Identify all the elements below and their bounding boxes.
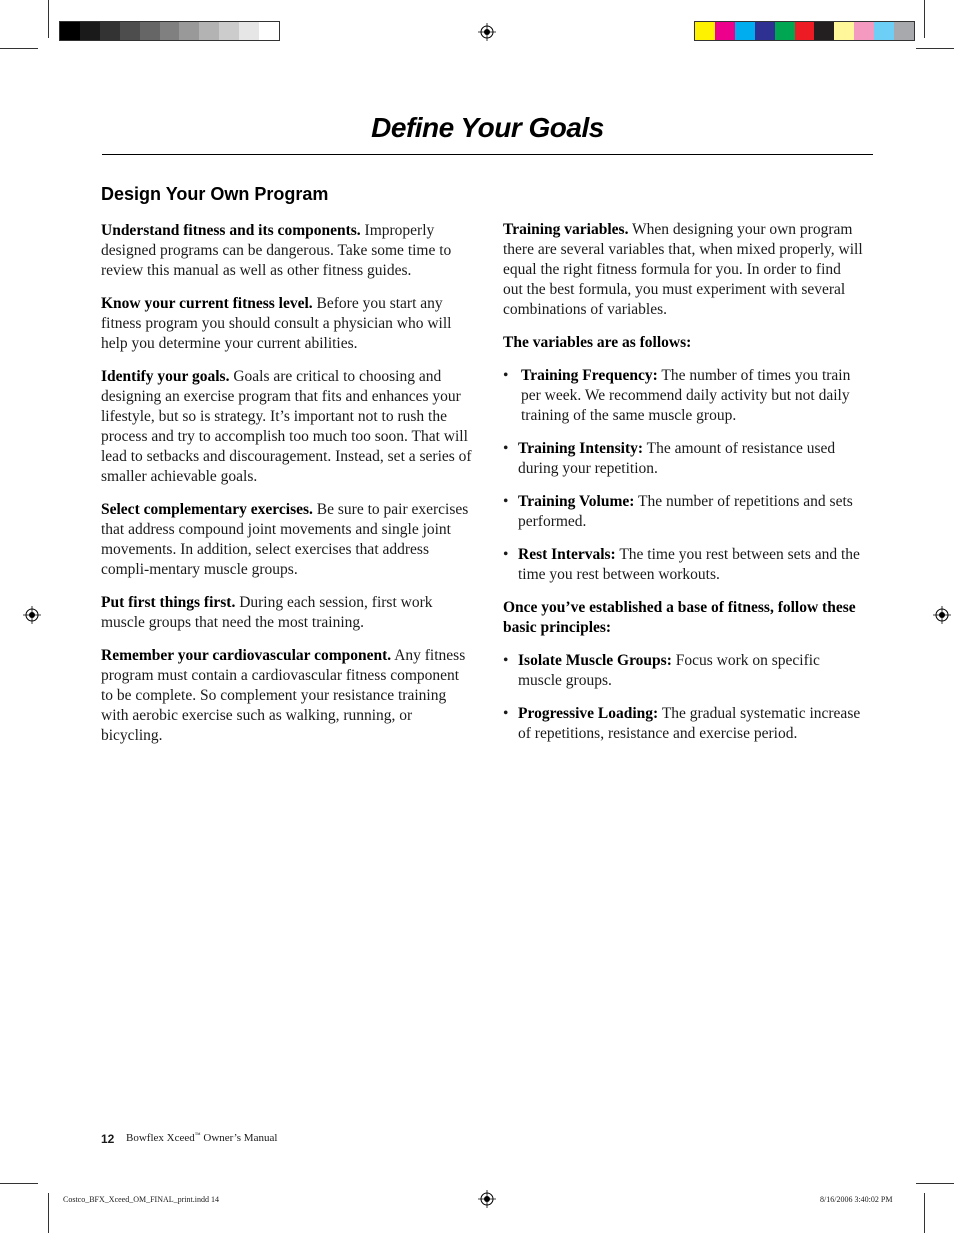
paragraph-lead: Put first things first. (101, 594, 236, 611)
list-item-lead: Training Volume: (518, 493, 635, 510)
bullet-icon: • (503, 493, 509, 510)
color-swatch (894, 22, 914, 40)
color-swatch (735, 22, 755, 40)
color-swatch (199, 22, 219, 40)
list-item (503, 366, 863, 426)
bullet-icon: • (503, 546, 509, 563)
paragraph-lead: Select complementary exercises. (101, 501, 313, 518)
grayscale-bar (59, 21, 280, 41)
color-swatch (715, 22, 735, 40)
color-swatch (100, 22, 120, 40)
paragraph-text: Be sure to pair exercises that address compound joint movements and single joint movements. In addition, select exercises that address compli-mentary muscle groups. (101, 501, 469, 578)
crop-mark (0, 48, 38, 49)
color-swatch (695, 22, 715, 40)
principles-heading-text: Once you’ve established a base of fitness, follow these basic principles: (503, 599, 856, 636)
crop-mark (48, 0, 49, 38)
color-swatch (834, 22, 854, 40)
color-swatch (60, 22, 80, 40)
trademark-symbol: ™ (194, 1132, 201, 1139)
registration-mark-icon (933, 606, 951, 624)
paragraph (101, 221, 473, 281)
bullet-icon: • (503, 367, 509, 384)
color-swatch (795, 22, 815, 40)
list-item-text: The time you rest between sets and the time you rest between workouts. (518, 546, 860, 583)
list-item-lead: Training Frequency: (521, 367, 658, 384)
color-swatch (160, 22, 180, 40)
color-swatch (775, 22, 795, 40)
list-item (503, 651, 863, 691)
list-item (503, 492, 863, 532)
paragraph-lead: Training variables. (503, 221, 629, 238)
list-item-lead: Isolate Muscle Groups: (518, 652, 672, 669)
principles-heading (503, 598, 863, 638)
color-swatch (219, 22, 239, 40)
crop-mark (916, 1183, 954, 1184)
paragraph-lead: Know your current fitness level. (101, 295, 313, 312)
list-item-text: Focus work on specific muscle groups. (518, 652, 820, 689)
paragraph (101, 367, 473, 487)
list-item-lead: Progressive Loading: (518, 705, 659, 722)
right-column (503, 220, 863, 757)
list-item (503, 545, 863, 585)
bullet-icon: • (503, 652, 509, 669)
paragraph-text: Goals are critical to choosing and designing an exercise program that fits and enhances your lifestyle, but so is strategy. It’s important not to rush the process and try to accomplish too much too soon. That will lead to setbacks and discouragement. Instead, set a series of smaller achievable goals. (101, 368, 472, 485)
crop-mark (916, 48, 954, 49)
color-swatch (814, 22, 834, 40)
list-item (503, 439, 863, 479)
registration-mark-icon (478, 1190, 496, 1208)
paragraph (101, 646, 473, 746)
page-title: Define Your Goals (371, 112, 604, 143)
paragraph (503, 220, 863, 320)
list-item-text: The number of repetitions and sets performed. (518, 493, 853, 530)
manual-title-name: Bowflex Xceed (126, 1132, 195, 1144)
paragraph-lead: Understand fitness and its components. (101, 222, 361, 239)
bullet-icon: • (503, 440, 509, 457)
color-swatch (120, 22, 140, 40)
slug-filename: Costco_BFX_Xceed_OM_FINAL_print.indd 14 (63, 1195, 219, 1204)
paragraph (101, 294, 473, 354)
registration-mark-icon (23, 606, 41, 624)
paragraph-text: During each session, first work muscle groups that need the most training. (101, 594, 433, 631)
color-swatch (854, 22, 874, 40)
color-swatch (179, 22, 199, 40)
bullet-icon: • (503, 705, 509, 722)
manual-title-suffix: Owner’s Manual (200, 1132, 278, 1144)
color-swatch (755, 22, 775, 40)
left-column (101, 221, 473, 759)
page-number: 12 (101, 1132, 115, 1146)
paragraph-text: When designing your own program there are several variables that, when mixed properly, will equal the right fitness formula for you. In order to find out the best formula, you must experiment with several combinations of variables. (503, 221, 863, 318)
variables-heading-text: The variables are as follows: (503, 334, 692, 351)
slug-timestamp: 8/16/2006 3:40:02 PM (820, 1195, 893, 1204)
color-swatch (80, 22, 100, 40)
list-item (503, 704, 863, 744)
paragraph-text: Improperly designed programs can be dangerous. Take some time to review this manual as well as other fitness guides. (101, 222, 452, 279)
manual-title (126, 1132, 277, 1144)
list-item-lead: Training Intensity: (518, 440, 644, 457)
crop-mark (0, 1183, 38, 1184)
variables-heading (503, 333, 863, 353)
crop-mark (924, 0, 925, 38)
color-swatch (874, 22, 894, 40)
list-item-text: The gradual systematic increase of repetitions, resistance and exercise period. (518, 705, 861, 742)
registration-mark-icon (478, 23, 496, 41)
paragraph-lead: Remember your cardiovascular component. (101, 647, 392, 664)
crop-mark (924, 1193, 925, 1233)
paragraph-lead: Identify your goals. (101, 368, 230, 385)
list-item-text: The number of times you train per week. We recommend daily activity but not daily training of the same muscle group. (521, 367, 851, 424)
list-item-lead: Rest Intervals: (518, 546, 616, 563)
paragraph (101, 500, 473, 580)
crop-mark (48, 1193, 49, 1233)
color-swatch (140, 22, 160, 40)
color-swatch (259, 22, 279, 40)
list-item-text: The amount of resistance used during your repetition. (518, 440, 836, 477)
paragraph-text: Any fitness program must contain a cardiovascular fitness component to be complete. So complement your resistance training with aerobic exercise such as walking, running, or bicycling. (101, 647, 466, 744)
paragraph (101, 593, 473, 633)
color-swatch (239, 22, 259, 40)
paragraph-text: Before you start any fitness program you should consult a physician who will help you determine your current abilities. (101, 295, 452, 352)
title-rule (102, 154, 873, 155)
section-heading: Design Your Own Program (101, 184, 329, 204)
color-bar (694, 21, 915, 41)
